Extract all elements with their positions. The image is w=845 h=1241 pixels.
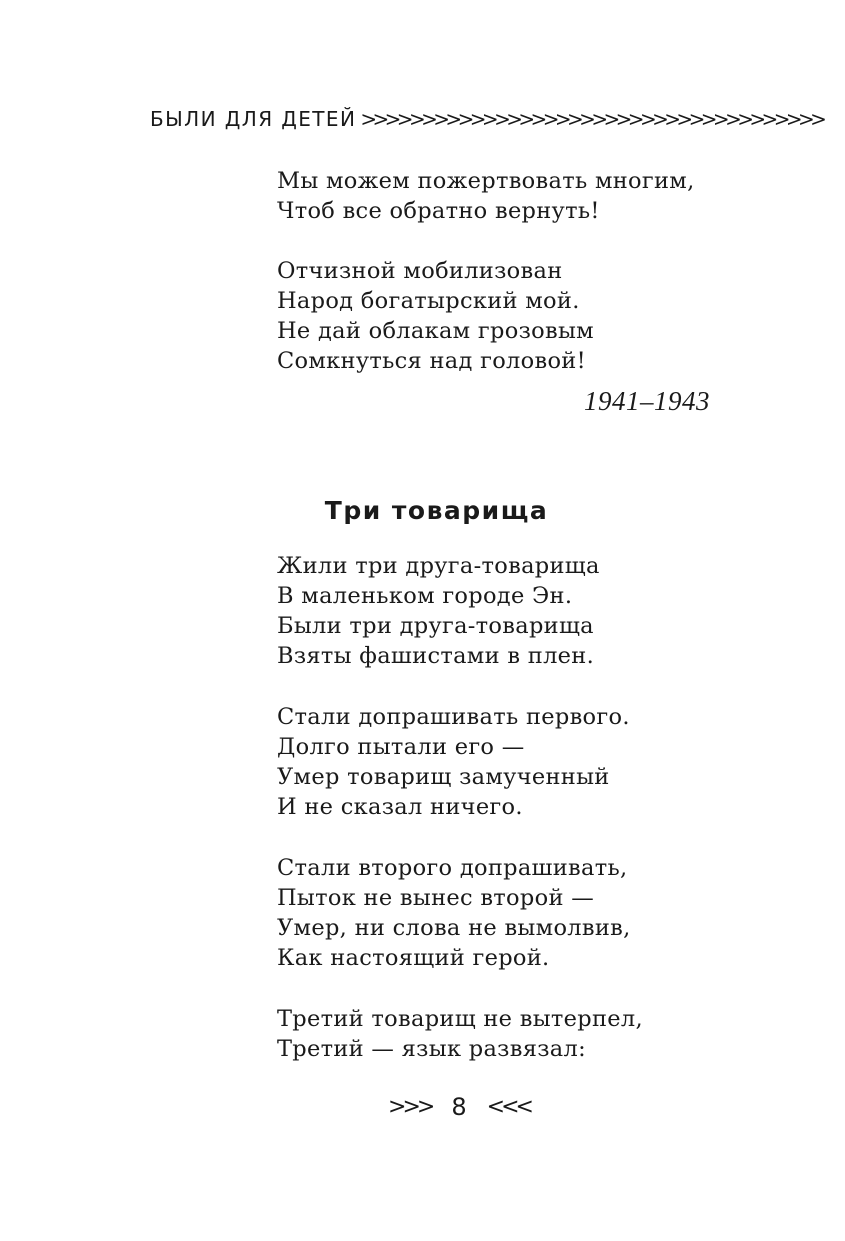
verse-line: И не сказал ничего. [277,794,523,820]
stanza [277,1004,643,1064]
page-number: 8 [451,1093,467,1122]
verse-line: Были три друга-товарища [277,613,594,639]
verse-line: Сомкнуться над головой! [277,348,586,374]
verse-line: Народ богатырский мой. [277,288,580,314]
poem-date: 1941–1943 [584,386,710,416]
stanza [277,256,594,376]
verse-line: Пыток не вынес второй — [277,885,594,911]
running-title: БЫЛИ ДЛЯ ДЕТЕЙ [150,107,357,131]
footer-right-chevrons: <<< [486,1094,530,1120]
verse-line: Стали второго допрашивать, [277,855,628,881]
page-footer [0,1090,845,1124]
verse-line: Как настоящий герой. [277,945,550,971]
header-chevron-ornament: >>>>>>>>>>>>>>>>>>>>>>>>>>>>>>>>>>>>>> [360,107,823,131]
verse-line: Чтоб все обратно вернуть! [277,198,600,224]
verse-line: Умер, ни слова не вымолвив, [277,915,631,941]
verse-line: Третий товарищ не вытерпел, [277,1006,643,1032]
verse-line: Долго пытали его — [277,734,525,760]
verse-line: В маленьком городе Эн. [277,583,573,609]
stanza [277,853,631,973]
stanza [277,702,630,822]
verse-line: Отчизной мобилизован [277,258,563,284]
poem-title: Три товарища [324,496,549,525]
stanza [277,551,600,671]
verse-line: Третий — язык развязал: [277,1036,586,1062]
verse-line: Не дай облакам грозовым [277,318,594,344]
running-header [150,104,823,134]
stanza [277,166,695,226]
verse-line: Жили три друга-товарища [277,553,600,579]
verse-line: Мы можем пожертвовать многим, [277,168,695,194]
verse-line: Взяты фашистами в плен. [277,643,595,669]
verse-line: Стали допрашивать первого. [277,704,630,730]
verse-line: Умер товарищ замученный [277,764,610,790]
footer-left-chevrons: >>> [388,1094,432,1120]
